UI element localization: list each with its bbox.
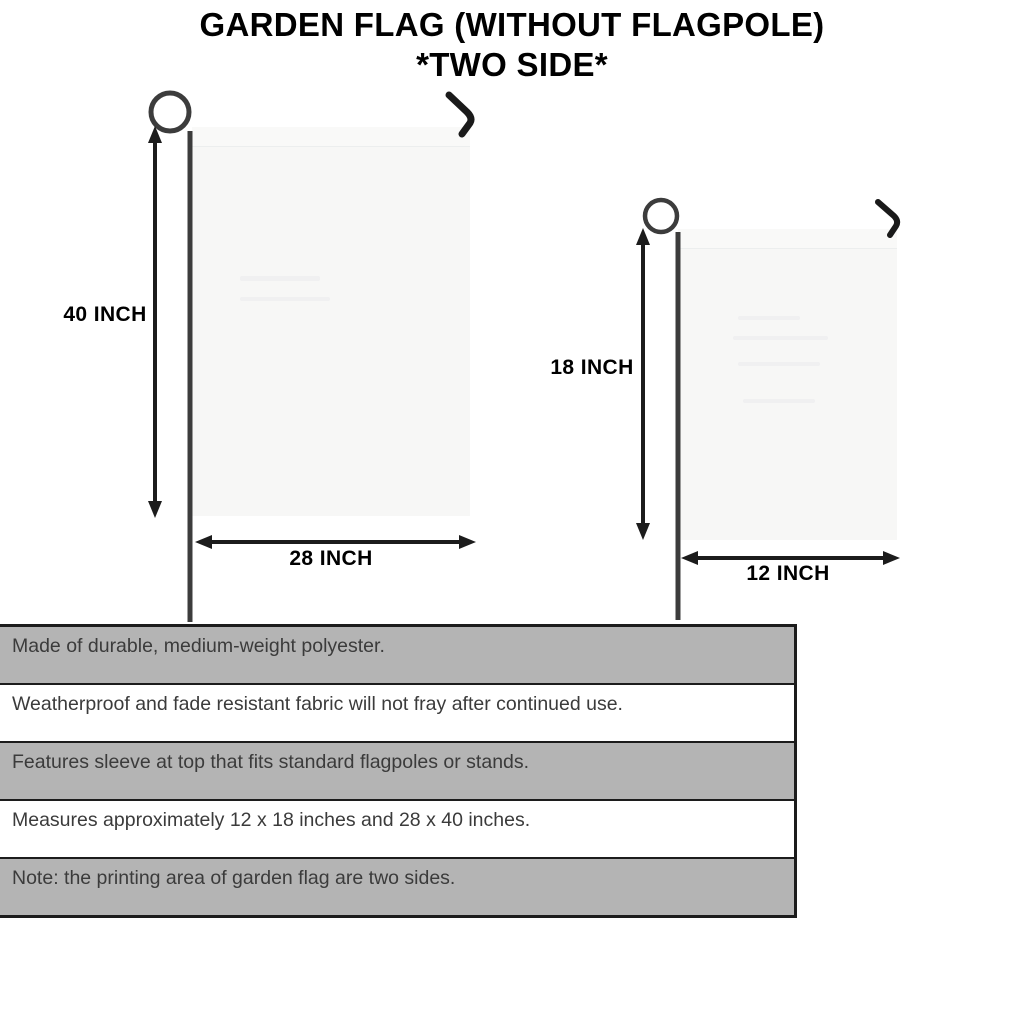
large-flag-height-arrow [148, 126, 162, 518]
feature-row: Made of durable, medium-weight polyester. [0, 627, 794, 683]
large-flag-height-label: 40 INCH [63, 303, 147, 326]
small-flag-pole [645, 200, 678, 620]
features-table [0, 624, 797, 918]
feature-row: Note: the printing area of garden flag are two sides. [0, 857, 794, 915]
pole-loop-icon [151, 93, 189, 131]
small-flag-height-label: 18 INCH [550, 356, 634, 379]
feature-row: Weatherproof and fade resistant fabric will not fray after continued use. [0, 683, 794, 741]
large-flag-hook-icon [449, 95, 471, 134]
title-line-1: GARDEN FLAG (WITHOUT FLAGPOLE) [199, 6, 825, 43]
feature-row: Features sleeve at top that fits standard flagpoles or stands. [0, 741, 794, 799]
title-line-2: *TWO SIDE* [416, 46, 608, 83]
feature-row: Measures approximately 12 x 18 inches and 28 x 40 inches. [0, 799, 794, 857]
small-flag-hook-icon [878, 202, 897, 235]
large-flag-width-label: 28 INCH [289, 547, 373, 570]
small-flag-height-arrow [636, 228, 650, 540]
small-flag-width-label: 12 INCH [746, 562, 830, 585]
pole-loop-icon [645, 200, 677, 232]
